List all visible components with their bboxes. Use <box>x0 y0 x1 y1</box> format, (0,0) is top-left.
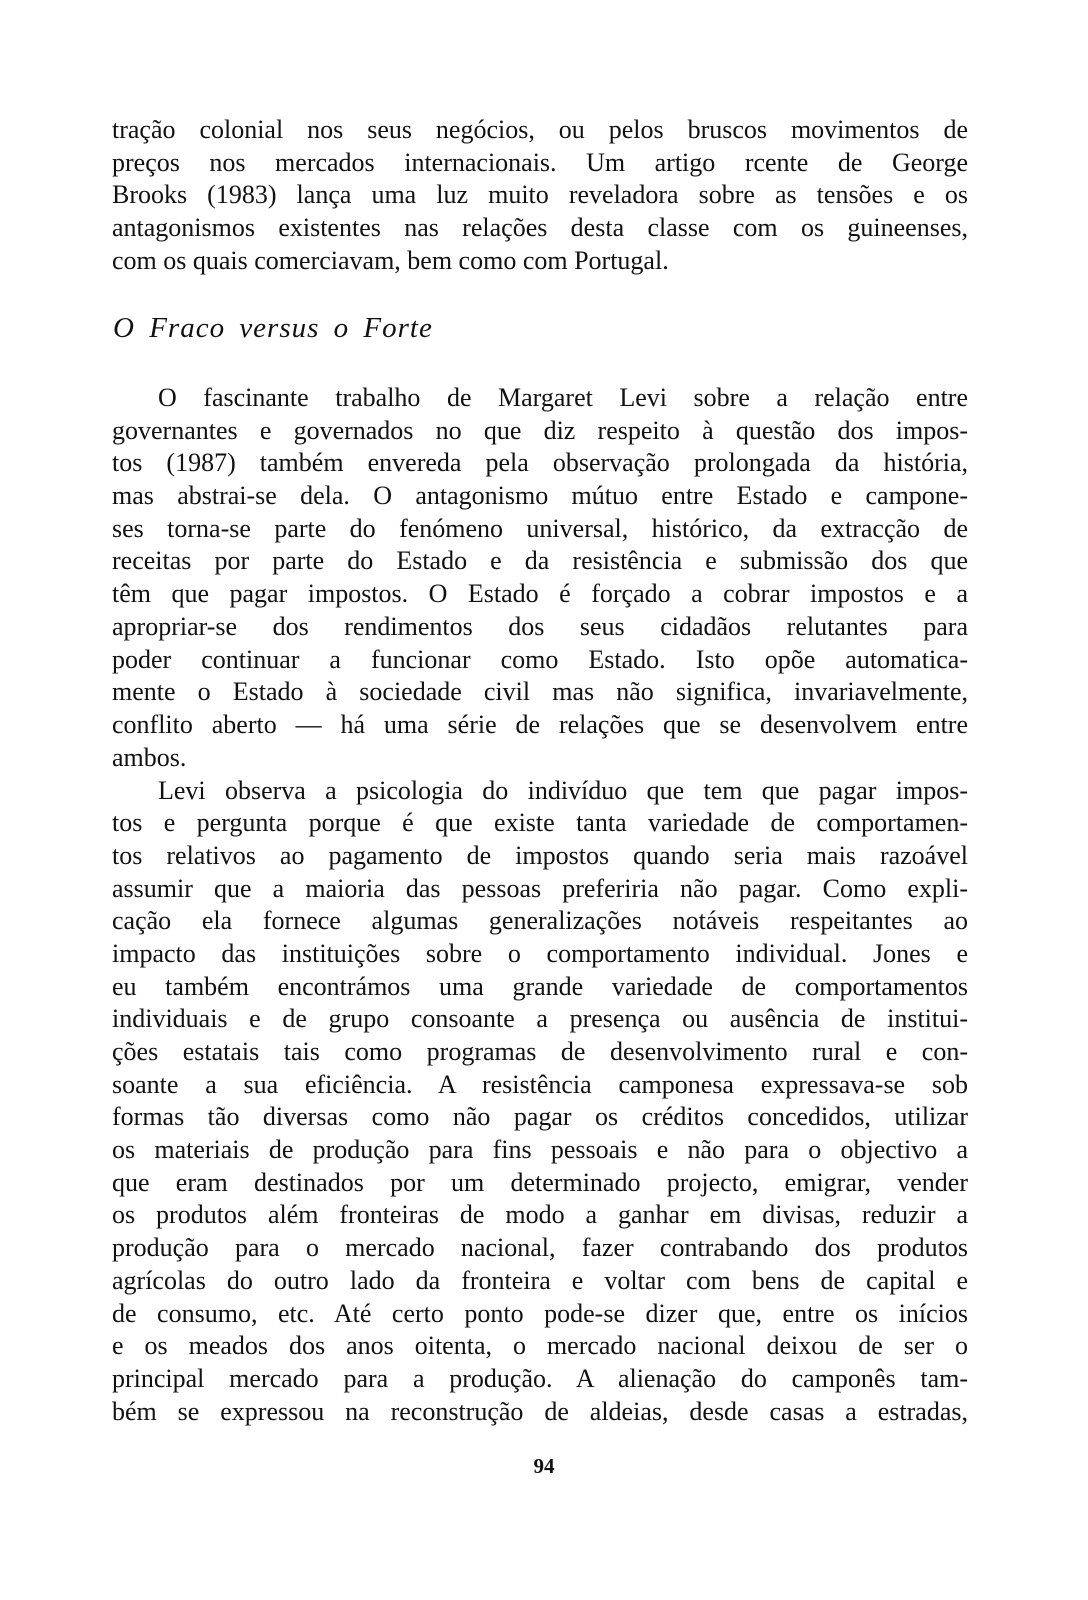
text-line: que eram destinados por um determinado projecto, emigrar, vender <box>112 1167 968 1197</box>
text-line: tos relativos ao pagamento de impostos quando seria mais razoável <box>112 840 968 870</box>
text-line: bém se expressou na reconstrução de aldeias, desde casas a estradas, <box>112 1396 968 1426</box>
text-line: conflito aberto — há uma série de relações que se desenvolvem entre <box>112 709 968 739</box>
text-line: ções estatais tais como programas de desenvolvimento rural e con- <box>112 1037 968 1066</box>
text-line: ses torna-se parte do fenómeno universal, histórico, da extracção de <box>112 513 968 543</box>
text-line: cação ela fornece algumas generalizações notáveis respeitantes ao <box>112 906 968 936</box>
text-line: principal mercado para a produção. A alienação do camponês tam- <box>112 1363 968 1393</box>
text-line: preços nos mercados internacionais. Um artigo rcente de George <box>112 147 968 177</box>
text-line: receitas por parte do Estado e da resistência e submissão dos que <box>112 546 968 576</box>
text-line: O fascinante trabalho de Margaret Levi sobre a relação entre <box>158 383 968 412</box>
text-line: eu também encontrámos uma grande variedade de comportamentos <box>112 971 968 1001</box>
text-line: antagonismos existentes nas relações desta classe com os guineenses, <box>112 213 968 243</box>
text-line: Brooks (1983) lança uma luz muito reveladora sobre as tensões e os <box>112 180 968 210</box>
paragraph-1 <box>112 114 968 277</box>
text-line: mente o Estado à sociedade civil mas não significa, invariavelmente, <box>112 677 968 707</box>
text-line: assumir que a maioria das pessoas preferiria não pagar. Como expli- <box>112 873 968 903</box>
text-line: os materiais de produção para fins pessoais e não para o objectivo a <box>112 1135 968 1165</box>
section-heading: O Fraco versus o Forte <box>113 312 433 344</box>
text-line: tos e pergunta porque é que existe tanta variedade de comportamen- <box>112 808 968 838</box>
text-line: tos (1987) também envereda pela observação prolongada da história, <box>112 448 968 478</box>
text-line: apropriar-se dos rendimentos dos seus cidadãos relutantes para <box>112 611 968 641</box>
paragraph-2 <box>112 382 968 774</box>
text-line: individuais e de grupo consoante a presença ou ausência de institui- <box>112 1004 968 1034</box>
text-line: ambos. <box>112 742 187 772</box>
page-number: 94 <box>533 1454 555 1478</box>
text-line: Levi observa a psicologia do indivíduo que tem que pagar impos- <box>158 775 968 805</box>
text-line: impacto das instituições sobre o comportamento individual. Jones e <box>112 938 968 968</box>
text-line: têm que pagar impostos. O Estado é forçado a cobrar impostos e a <box>112 579 968 609</box>
paragraph-3 <box>112 775 968 1429</box>
text-line: agrícolas do outro lado da fronteira e voltar com bens de capital e <box>112 1265 968 1295</box>
text-line: mas abstrai-se dela. O antagonismo mútuo entre Estado e campone- <box>112 481 968 511</box>
text-line: soante a sua eficiência. A resistência camponesa expressava-se sob <box>112 1069 968 1099</box>
text-line: governantes e governados no que diz respeito à questão dos impos- <box>112 415 968 445</box>
text-line: e os meados dos anos oitenta, o mercado nacional deixou de ser o <box>112 1331 968 1361</box>
text-line: com os quais comerciavam, bem como com Portugal. <box>112 245 669 275</box>
text-line: de consumo, etc. Até certo ponto pode-se dizer que, entre os inícios <box>112 1298 968 1328</box>
text-line: os produtos além fronteiras de modo a ganhar em divisas, reduzir a <box>112 1200 968 1230</box>
text-line: produção para o mercado nacional, fazer contrabando dos produtos <box>112 1233 968 1263</box>
text-line: poder continuar a funcionar como Estado. Isto opõe automatica- <box>112 644 968 674</box>
text-line: tração colonial nos seus negócios, ou pelos bruscos movimentos de <box>112 115 968 144</box>
text-line: formas tão diversas como não pagar os créditos concedidos, utilizar <box>112 1102 968 1132</box>
